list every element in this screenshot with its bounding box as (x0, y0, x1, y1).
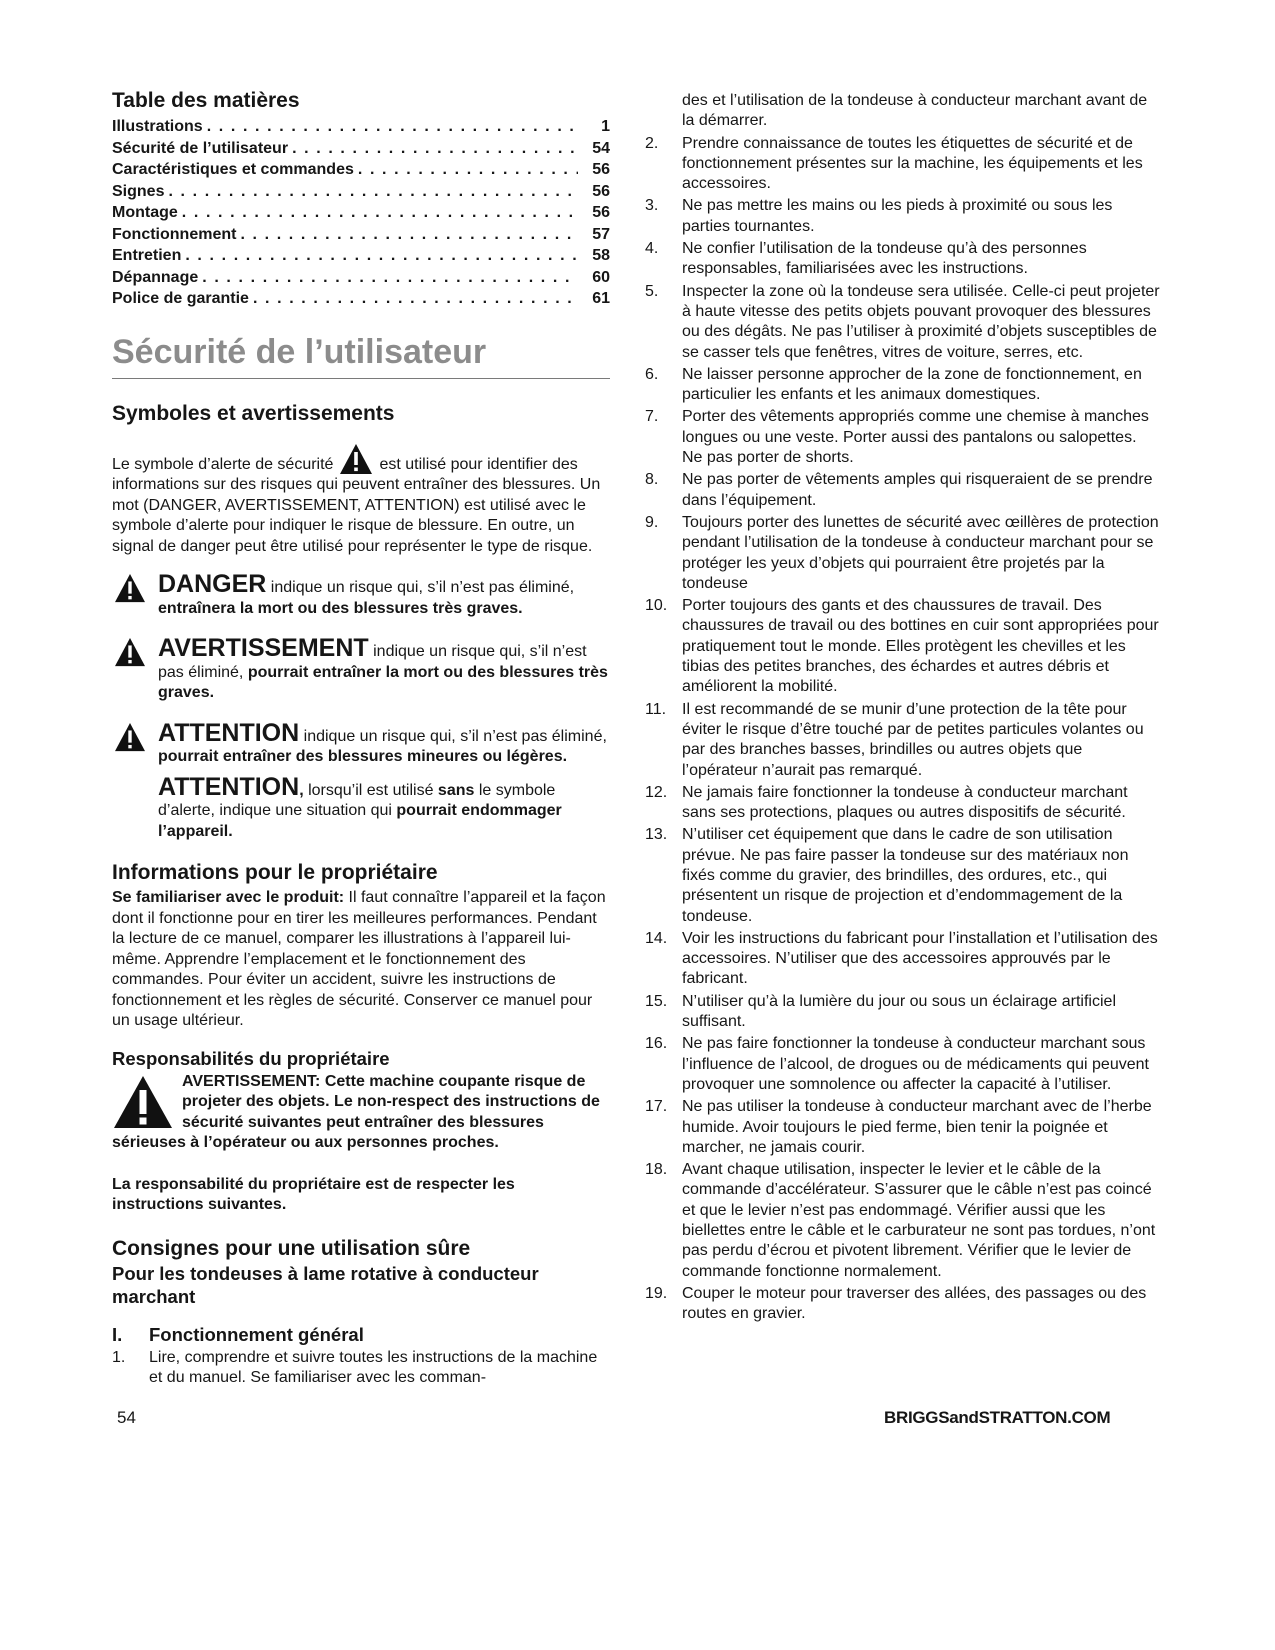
safe-use-subheading: Pour les tondeuses à lame rotative à conducteur marchant (112, 1262, 539, 1307)
owner-info-heading: Informations pour le propriétaire (112, 861, 438, 884)
warning-alert-icon (112, 1074, 174, 1130)
responsibilities-heading: Responsabilités du propriétaire (112, 1047, 390, 1069)
list-item-continued: des et l’utilisation de la tondeuse à conducteur marchant avant de la démarrer. (682, 92, 1148, 130)
list-item-number: 16. (645, 1035, 668, 1053)
section-divider (112, 378, 610, 379)
toc-item[interactable]: Caractéristiques et commandes . . . 56 (112, 159, 610, 181)
toc-item[interactable]: Entretien . . . 58 (112, 245, 610, 267)
list-item (645, 1160, 1160, 1282)
caution-alert-icon (114, 722, 146, 752)
toc-item[interactable]: Montage . . . 56 (112, 202, 610, 224)
list-item: 1. Lire, comprendre et suivre toutes les instructions de la machine et du manuel. Se familiariser avec les comman- (112, 1348, 598, 1386)
list-item-text: Ne laisser personne approcher de la zone de fonctionnement, en particulier les enfants et les animaux domestiques. (682, 365, 1142, 404)
owner-info-text: Se familiariser avec le produit: Il faut connaître l’appareil et la façon dont il fonctionne pour en tirer les meilleures performances. Pendant la lecture de ce manuel, comparer les illustrations à l’appareil lui-même. Apprendre l’emplacement et le fonctionnement des commandes. Pour éviter un accident, suivre les instructions de fonctionnement et les règles de sécurité. Conserver ce manuel pour un usage ultérieur. (112, 889, 606, 1029)
list-item (645, 929, 1160, 990)
responsibilities-warning: AVERTISSEMENT: Cette machine coupante risque de projeter des objets. Le non-respect des instructions de sécurité suivantes peut entraîner des blessures sérieuses à l’opérateur ou aux personnes proches. (112, 1072, 600, 1151)
list-item-text: Toujours porter des lunettes de sécurité avec œillères de protection pendant l’utilisation de la tondeuse à conducteur marchant pour se protéger les yeux d’objets qui pourraient être projetés par la tondeuse (682, 513, 1159, 592)
list-item (645, 365, 1160, 406)
list-item-number: 18. (645, 1161, 668, 1179)
list-item-text: Ne pas faire fonctionner la tondeuse à conducteur marchant sous l’influence de l’alcool, de drogues ou de médicaments qui peuvent provoquer une somnolence ou affecter la capacité à l’utiliser. (682, 1035, 1149, 1093)
caution-no-symbol-definition: ATTENTION, lorsqu’il est utilisé sans le symbole d’alerte, indique une situation qui pourrait endommager l’appareil. (158, 772, 562, 840)
list-item (645, 596, 1160, 697)
list-item-number: 10. (645, 597, 668, 615)
list-item-text: Couper le moteur pour traverser des allées, des passages ou des routes en gravier. (682, 1284, 1147, 1323)
list-item (645, 992, 1160, 1033)
list-item-text: Ne pas utiliser la tondeuse à conducteur marchant avec de l’herbe humide. Avoir toujours le pied ferme, bien tenir la poignée et marcher, ne jamais courir. (682, 1098, 1152, 1156)
list-item-number: 17. (645, 1098, 668, 1116)
toc-item[interactable]: Fonctionnement . . . 57 (112, 224, 610, 246)
toc-item[interactable]: Sécurité de l’utilisateur . . . 54 (112, 138, 610, 160)
safe-use-heading: Consignes pour une utilisation sûre (112, 1236, 471, 1260)
list-item-number: 4. (645, 240, 659, 258)
list-item-number: 9. (645, 513, 659, 531)
caution-definition: ATTENTION indique un risque qui, s’il n’est pas éliminé, pourrait entraîner des blessures mineures ou légères. (112, 720, 610, 768)
toc-title: Table des matières (112, 89, 300, 112)
footer-website[interactable]: BRIGGSandSTRATTON.COM (884, 1408, 1111, 1427)
list-item-text: Ne jamais faire fonctionner la tondeuse à conducteur marchant sans ses protections, plaques ou autres dispositifs de sécurité. (682, 783, 1128, 822)
list-item-text: Porter des vêtements appropriés comme une chemise à manches longues ou une veste. Porter aussi des pantalons ou salopettes. Ne pas porter de shorts. (682, 408, 1149, 467)
symbols-intro: Le symbole d’alerte de sécurité est utilisé pour identifier des informations sur des risques qui peuvent entraîner des blessures. Un mot (DANGER, AVERTISSEMENT, ATTENTION) est utilisé avec le symbole d’alerte pour indiquer le risque de blessure. En outre, un signal de danger peut être utilisé pour représenter le type de risque. (112, 443, 610, 558)
list-item (645, 239, 1160, 280)
danger-alert-icon (114, 573, 146, 603)
list-item-number: 13. (645, 826, 668, 844)
toc-item[interactable]: Illustrations . . . 1 (112, 116, 610, 138)
list-item (645, 513, 1160, 594)
list-item-number: 2. (645, 134, 659, 152)
list-item-text: Avant chaque utilisation, inspecter le levier et le câble de la commande d’accélérateur. S’assurer que le câble n’est pas coincé et que le levier n’est pas endommagé. Vérifier aussi que les biellettes entre le câble et le carburateur ne sont pas tordues, n’ont pas perdu d’écrou et pivotent librement. Vérifier que le levier de commande fonctionne normalement. (682, 1161, 1156, 1280)
toc-item[interactable]: Police de garantie . . . 61 (112, 288, 610, 310)
page-number: 54 (117, 1408, 136, 1427)
list-item (645, 470, 1160, 511)
table-of-contents (112, 116, 610, 310)
warning-alert-icon (114, 637, 146, 667)
list-item-text: Prendre connaissance de toutes les étiquettes de sécurité et de fonctionnement présentes sur la machine, les équipements et les accessoires. (682, 134, 1143, 193)
danger-definition: DANGER indique un risque qui, s’il n’est pas éliminé, entraînera la mort ou des blessures très graves. (112, 571, 610, 619)
toc-item[interactable]: Dépannage . . . 60 (112, 267, 610, 289)
list-item-number: 15. (645, 992, 668, 1010)
list-item-text: Ne pas mettre les mains ou les pieds à proximité ou sous les parties tournantes. (682, 197, 1113, 235)
toc-item[interactable]: Signes . . . 56 (112, 181, 610, 203)
general-operation-heading: I. Fonctionnement général (112, 1323, 364, 1345)
section-title: Sécurité de l’utilisateur (112, 332, 487, 371)
list-item (645, 196, 1160, 237)
symbols-heading: Symboles et avertissements (112, 401, 395, 425)
list-item (645, 1034, 1160, 1095)
list-item (645, 1284, 1160, 1325)
warning-definition: AVERTISSEMENT indique un risque qui, s’il n’est pas éliminé, pourrait entraîner la mort ou des blessures très graves. (112, 635, 610, 704)
list-item-number: 11. (645, 700, 667, 718)
list-item-text: Porter toujours des gants et des chaussures de travail. Des chaussures de travail ou des bottines en cuir sont appropriées pour pratiquement tout le monde. Elles protègent les chevilles et les tibias des petites branches, des échardes et autres débris et améliorent la mobilité. (682, 597, 1159, 696)
list-item-number: 14. (645, 929, 668, 947)
list-item-number: 6. (645, 365, 659, 383)
left-column (112, 88, 610, 1390)
list-item-number: 12. (645, 783, 668, 801)
list-item (645, 134, 1160, 195)
list-item-number: 7. (645, 408, 659, 426)
safety-rules-list (645, 134, 1160, 1325)
list-item-text: Inspecter la zone où la tondeuse sera utilisée. Celle-ci peut projeter à haute vitesse des petits objets pouvant provoquer des blessures ou des dégâts. Ne pas l’utiliser à proximité d’objets susceptibles de se casser tels que fenêtres, vitres de voiture, serres, etc. (682, 282, 1160, 361)
list-item-number: 5. (645, 282, 659, 300)
list-item (645, 282, 1160, 363)
list-item-number: 19. (645, 1284, 668, 1302)
safety-alert-icon (339, 443, 373, 475)
list-item (645, 700, 1160, 781)
list-item-text: Ne pas porter de vêtements amples qui risqueraient de se prendre dans l’équipement. (682, 471, 1153, 509)
list-item (645, 783, 1160, 824)
responsibilities-statement: La responsabilité du propriétaire est de respecter les instructions suivantes. (112, 1175, 515, 1213)
list-item-text: N’utiliser qu’à la lumière du jour ou sous un éclairage artificiel suffisant. (682, 992, 1116, 1031)
list-item-text: N’utiliser cet équipement que dans le cadre de son utilisation prévue. Ne pas faire passer la tondeuse sur des matériaux non fixés comme du gravier, des brindilles, des ordures, etc., qui présentent un risque de projection et d’endommagement de la tondeuse. (682, 826, 1129, 925)
list-item (645, 407, 1160, 468)
list-item-number: 3. (645, 197, 659, 215)
list-item (645, 1097, 1160, 1158)
list-item-text: Il est recommandé de se munir d’une protection de la tête pour éviter le risque d’être touché par de petites particules volantes ou par des branches basses, brindilles ou autres objets que l’opérateur n’aurait pas remarqué. (682, 700, 1144, 779)
list-item (645, 825, 1160, 926)
right-column (645, 88, 1160, 1327)
list-item-text: Voir les instructions du fabricant pour l’installation et l’utilisation des accessoires. N’utiliser que des accessoires approuvés par le fabricant. (682, 929, 1158, 988)
list-item-number: 8. (645, 471, 659, 489)
list-item-text: Ne confier l’utilisation de la tondeuse qu’à des personnes responsables, familiarisées avec les instructions. (682, 240, 1087, 278)
